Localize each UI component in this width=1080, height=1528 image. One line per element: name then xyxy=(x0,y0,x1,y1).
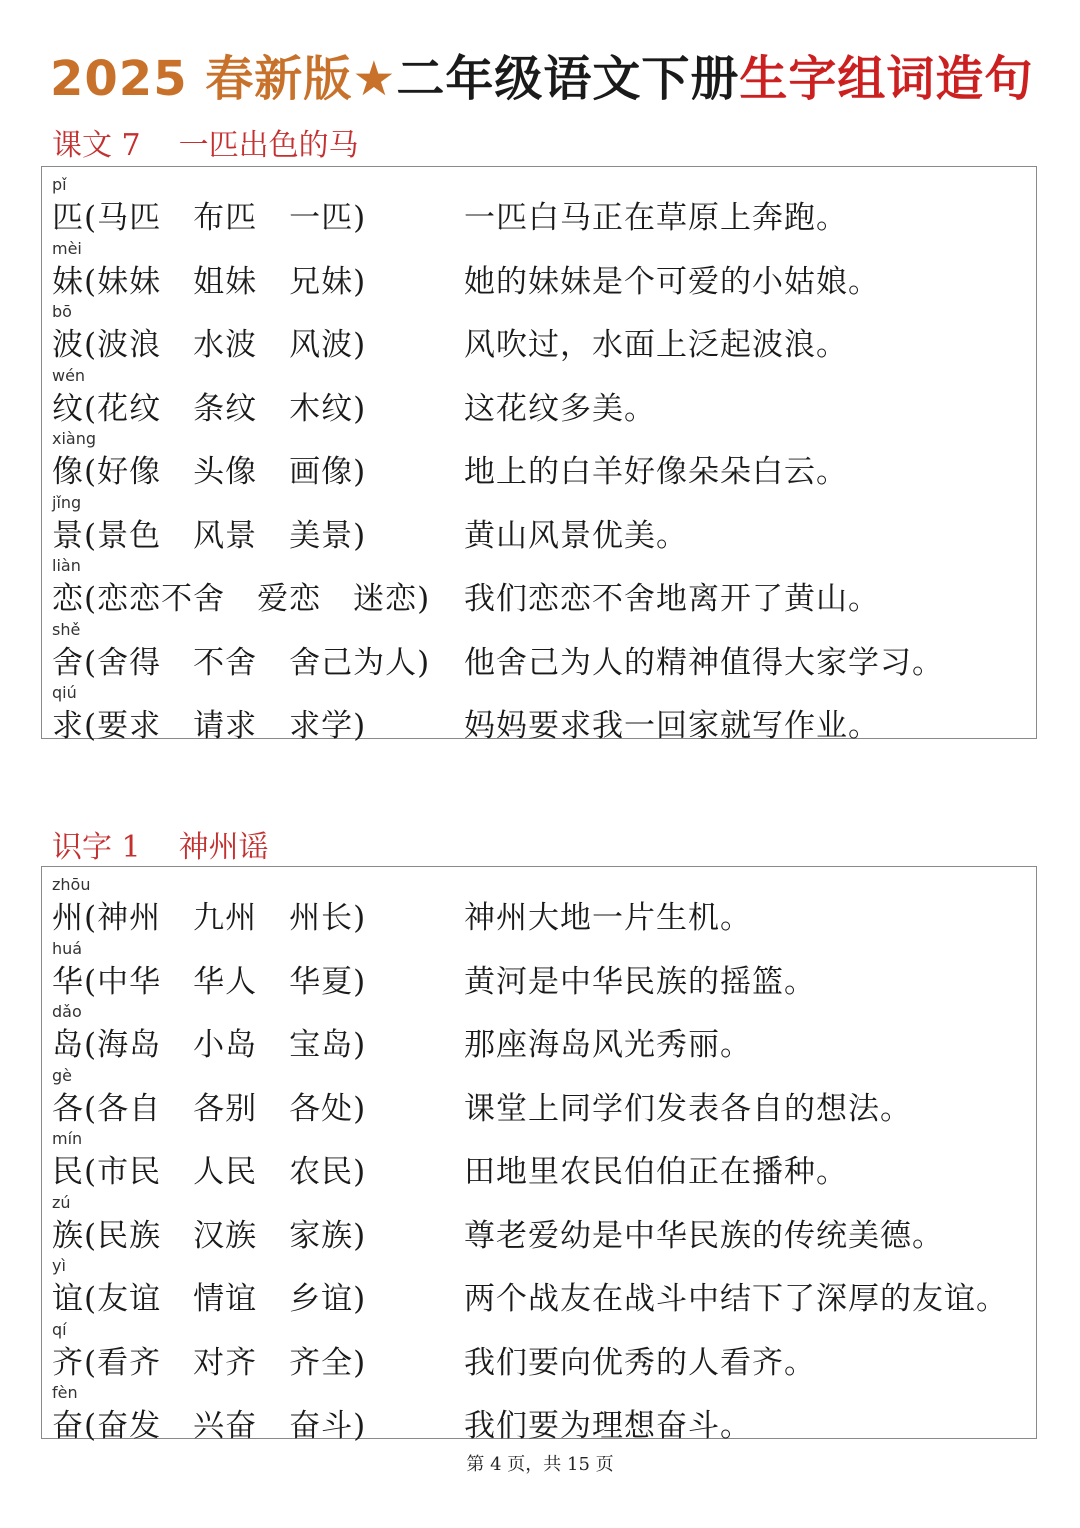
title-accent: 生字组词造句 xyxy=(739,51,1034,107)
word-group: 求(要求 请求 求学) xyxy=(52,708,367,744)
example-sentence: 黄河是中华民族的摇篮。 xyxy=(464,963,816,1000)
word-group: 舍(舍得 不舍 舍己为人) xyxy=(52,644,431,681)
section-number: 识字 1 xyxy=(52,830,141,865)
pinyin: jǐng xyxy=(52,492,82,512)
example-sentence: 一匹白马正在草原上奔跑。 xyxy=(464,200,848,236)
example-sentence: 课堂上同学们发表各自的想法。 xyxy=(464,1090,912,1127)
vocab-row xyxy=(42,173,1036,237)
title-prefix: 2025 春新版 xyxy=(50,51,353,107)
vocab-row xyxy=(42,1381,1036,1445)
pinyin: dǎo xyxy=(52,1002,82,1021)
vocab-row xyxy=(42,427,1036,491)
pinyin: zhōu xyxy=(52,875,91,894)
pinyin: fèn xyxy=(52,1383,78,1402)
pinyin: xiàng xyxy=(52,429,97,448)
section-title: 一匹出色的马 xyxy=(178,128,359,163)
vocab-row xyxy=(42,491,1036,555)
pinyin: mín xyxy=(52,1129,83,1148)
pinyin: shě xyxy=(52,619,81,639)
vocab-row xyxy=(42,1000,1036,1064)
vocab-row xyxy=(42,1064,1036,1128)
star-icon: ★ xyxy=(352,51,397,107)
word-group: 景(景色 风景 美景) xyxy=(52,517,367,554)
example-sentence: 她的妹妹是个可爱的小姑娘。 xyxy=(464,263,880,300)
word-group: 齐(看齐 对齐 齐全) xyxy=(52,1344,367,1381)
example-sentence: 那座海岛风光秀丽。 xyxy=(464,1027,752,1063)
page-footer: 第 4 页，共 15 页 xyxy=(466,1454,614,1475)
pinyin: liàn xyxy=(52,556,81,575)
example-sentence: 这花纹多美。 xyxy=(464,390,656,427)
example-sentence: 尊老爱幼是中华民族的传统美德。 xyxy=(464,1217,944,1254)
word-group: 恋(恋恋不舍 爱恋 迷恋) xyxy=(52,581,431,617)
pinyin: wén xyxy=(52,365,86,385)
vocab-row xyxy=(42,937,1036,1001)
example-sentence: 风吹过，水面上泛起波浪。 xyxy=(464,327,848,363)
vocab-row xyxy=(42,681,1036,745)
pinyin: qí xyxy=(52,1319,67,1339)
vocab-row xyxy=(42,1254,1036,1318)
vocab-row xyxy=(42,300,1036,364)
word-group: 纹(花纹 条纹 木纹) xyxy=(52,390,367,427)
pinyin: zú xyxy=(52,1192,71,1212)
section-heading-literacy-1 xyxy=(52,822,269,866)
vocab-row xyxy=(42,1127,1036,1191)
word-group: 谊(友谊 情谊 乡谊) xyxy=(52,1281,367,1317)
vocab-box-literacy-1 xyxy=(41,866,1037,1444)
example-sentence: 黄山风景优美。 xyxy=(464,517,688,554)
section-title: 神州谣 xyxy=(178,830,269,865)
vocab-row xyxy=(42,618,1036,682)
section-heading-lesson-7 xyxy=(52,120,359,164)
example-sentence: 我们要为理想奋斗。 xyxy=(464,1408,752,1444)
word-group: 岛(海岛 小岛 宝岛) xyxy=(52,1027,367,1063)
example-sentence: 田地里农民伯伯正在播种。 xyxy=(464,1154,848,1190)
vocab-row xyxy=(42,237,1036,301)
vocab-box-lesson-7 xyxy=(41,166,1037,744)
word-group: 民(市民 人民 农民) xyxy=(52,1154,367,1190)
example-sentence: 地上的白羊好像朵朵白云。 xyxy=(464,454,848,490)
word-group: 像(好像 头像 画像) xyxy=(52,454,367,490)
example-sentence: 我们恋恋不舍地离开了黄山。 xyxy=(464,581,880,617)
section-number: 课文 7 xyxy=(52,128,141,163)
example-sentence: 我们要向优秀的人看齐。 xyxy=(464,1344,816,1381)
word-group: 华(中华 华人 华夏) xyxy=(52,963,367,1000)
pinyin: yì xyxy=(52,1256,66,1275)
vocab-row xyxy=(42,1191,1036,1255)
pinyin: gè xyxy=(52,1065,72,1085)
vocab-row xyxy=(42,364,1036,428)
word-group: 奋(奋发 兴奋 奋斗) xyxy=(52,1408,367,1444)
word-group: 各(各自 各别 各处) xyxy=(52,1090,367,1127)
example-sentence: 神州大地一片生机。 xyxy=(464,900,752,936)
pinyin: mèi xyxy=(52,238,82,258)
vocab-row xyxy=(42,873,1036,937)
pinyin: bō xyxy=(52,302,72,321)
pinyin: pǐ xyxy=(52,175,67,194)
word-group: 匹(马匹 布匹 一匹) xyxy=(52,200,367,236)
pinyin: huá xyxy=(52,938,83,958)
title-main: 二年级语文下册 xyxy=(396,51,740,107)
word-group: 州(神州 九州 州长) xyxy=(52,900,367,936)
word-group: 波(波浪 水波 风波) xyxy=(52,327,367,363)
vocab-row xyxy=(42,1318,1036,1382)
page-title xyxy=(50,40,1033,109)
example-sentence: 妈妈要求我一回家就写作业。 xyxy=(464,708,880,744)
example-sentence: 他舍己为人的精神值得大家学习。 xyxy=(464,644,944,681)
example-sentence: 两个战友在战斗中结下了深厚的友谊。 xyxy=(464,1281,1008,1317)
pinyin: qiú xyxy=(52,683,77,702)
vocab-row xyxy=(42,554,1036,618)
word-group: 妹(妹妹 姐妹 兄妹) xyxy=(52,263,367,300)
word-group: 族(民族 汉族 家族) xyxy=(52,1217,367,1254)
